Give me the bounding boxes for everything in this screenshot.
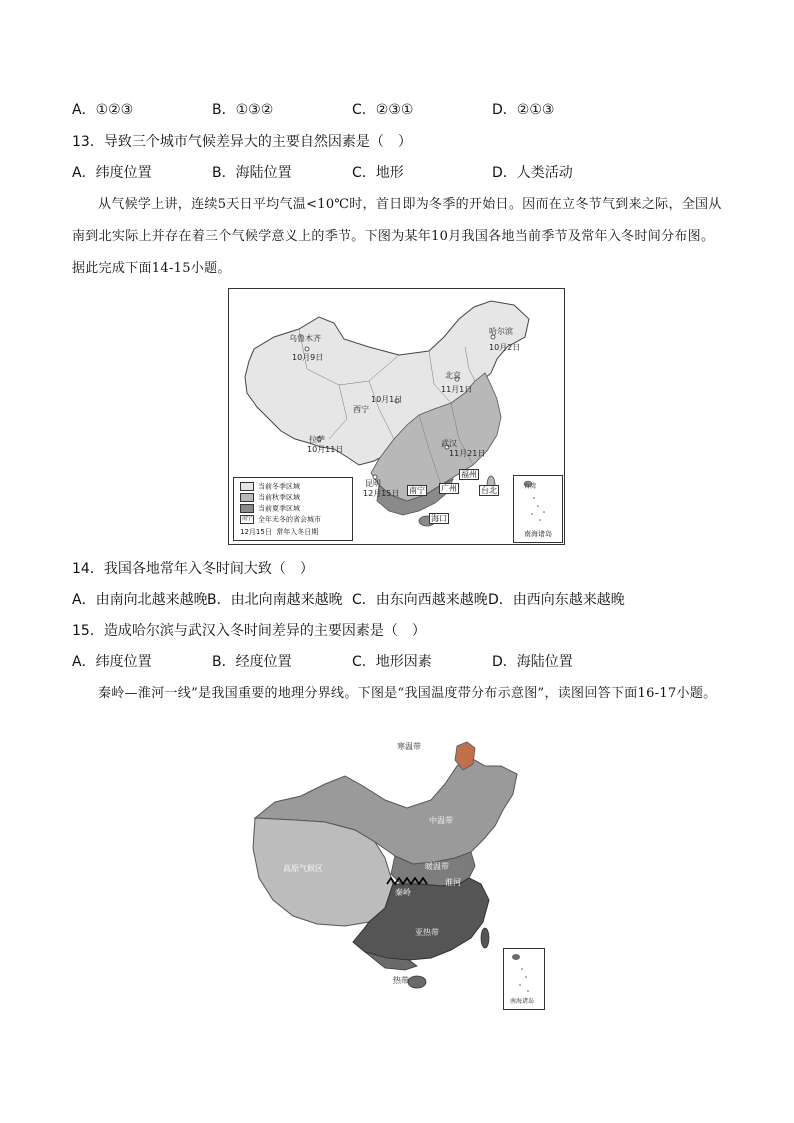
q14-option-b: B．由北向南越来越晚 <box>207 592 343 608</box>
q12-option-d: D．②①③ <box>492 102 555 118</box>
label-cold-temperate: 寒温带 <box>397 742 421 751</box>
label-kunming: 昆明 <box>365 479 381 488</box>
q12-option-a: A．①②③ <box>72 102 134 118</box>
q13-option-a: A．纬度位置 <box>72 165 152 181</box>
label-kunming-date: 12月15日 <box>363 489 400 498</box>
label-urumqi-date: 10月9日 <box>292 353 324 362</box>
label-wuhan-date: 11月21日 <box>449 449 486 458</box>
south-china-sea-inset-2 <box>503 948 545 1010</box>
label-beijing: 北京 <box>445 371 461 380</box>
label-urumqi: 乌鲁木齐 <box>289 334 321 343</box>
label-nanning: 南宁 <box>409 486 425 495</box>
label-warm-temperate: 暖温带 <box>425 862 449 871</box>
q13-option-c: C．地形 <box>352 165 404 181</box>
q12-option-b: B．①③② <box>212 102 274 118</box>
q14-option-a: A．由南向北越来越晚 <box>72 592 208 608</box>
passage-qinling-huaihe: 秦岭—淮河一线”是我国重要的地理分界线。下图是“我国温度带分布示意图”，读图回答下面16-17小题。 <box>98 686 717 701</box>
q15-option-c: C．地形因素 <box>352 654 432 670</box>
q13-option-d: D．人类活动 <box>492 165 573 181</box>
season-map-legend <box>233 477 353 541</box>
q15-option-b: B．经度位置 <box>212 654 292 670</box>
q14-stem: 14．我国各地常年入冬时间大致（ ） <box>72 561 314 577</box>
label-huaihe: 淮河 <box>445 878 461 887</box>
label-beijing-date: 11月1日 <box>441 385 473 394</box>
q13-option-b: B．海陆位置 <box>212 165 292 181</box>
inset-label-2: 南海诸岛 <box>510 998 535 1005</box>
label-taipei: 台北 <box>481 486 497 495</box>
label-harbin: 哈尔滨 <box>489 327 513 336</box>
legend-autumn: 当前秋季区域 <box>240 493 300 503</box>
hainan-island <box>408 976 426 988</box>
label-qinling: 秦岭 <box>395 888 411 897</box>
label-wuhan: 武汉 <box>441 439 457 448</box>
q12-option-c: C．②③① <box>352 102 414 118</box>
q14-option-c: C．由东向西越来越晚 <box>352 592 488 608</box>
passage-winter-onset: 从气候学上讲，连续5天日平均气温<10℃时，首日即为冬季的开始日。因而在立冬节气到来之际，全国从南到北实际上并存在着三个气候学意义上的季节。下图为某年10月我国各地当前季节及常年入冬时间分布图。据此完成下面14-15小题。 <box>72 197 722 276</box>
label-xining-date: 10月1日 <box>371 395 403 404</box>
label-fuzhou: 福州 <box>461 470 477 479</box>
inset-label: 南海诸岛 <box>524 530 552 538</box>
legend-summer: 当前夏季区域 <box>240 504 300 514</box>
label-lhasa-date: 10月11日 <box>307 445 344 454</box>
temperature-zone-map <box>245 738 550 1013</box>
label-tropical: 热带 <box>393 976 409 985</box>
label-plateau: 高原气候区 <box>283 864 323 873</box>
south-china-sea-inset <box>513 475 563 543</box>
legend-date: 12月15日 常年入冬日期 <box>240 528 319 536</box>
legend-winter: 当前冬季区域 <box>240 482 300 492</box>
label-lhasa: 拉萨 <box>309 435 325 444</box>
q14-option-d: D．由西向东越来越晚 <box>488 592 625 608</box>
inset-city: 台湾 <box>524 483 537 490</box>
q15-stem: 15．造成哈尔滨与武汉入冬时间差异的主要因素是（ ） <box>72 623 426 639</box>
season-map-figure <box>228 288 565 545</box>
label-subtropical: 亚热带 <box>415 928 439 937</box>
label-guangzhou: 广州 <box>441 484 457 493</box>
legend-nowinter: 南宁 全年无冬的省会城市 <box>241 515 321 524</box>
label-haikou: 海口 <box>431 514 447 523</box>
label-harbin-date: 10月2日 <box>489 343 521 352</box>
q15-option-d: D．海陆位置 <box>492 654 573 670</box>
taiwan-island <box>481 928 489 948</box>
q15-option-a: A．纬度位置 <box>72 654 152 670</box>
label-mid-temperate: 中温带 <box>429 816 453 825</box>
q13-stem: 13．导致三个城市气候差异大的主要自然因素是（ ） <box>72 134 412 150</box>
label-xining: 西宁 <box>353 405 369 414</box>
